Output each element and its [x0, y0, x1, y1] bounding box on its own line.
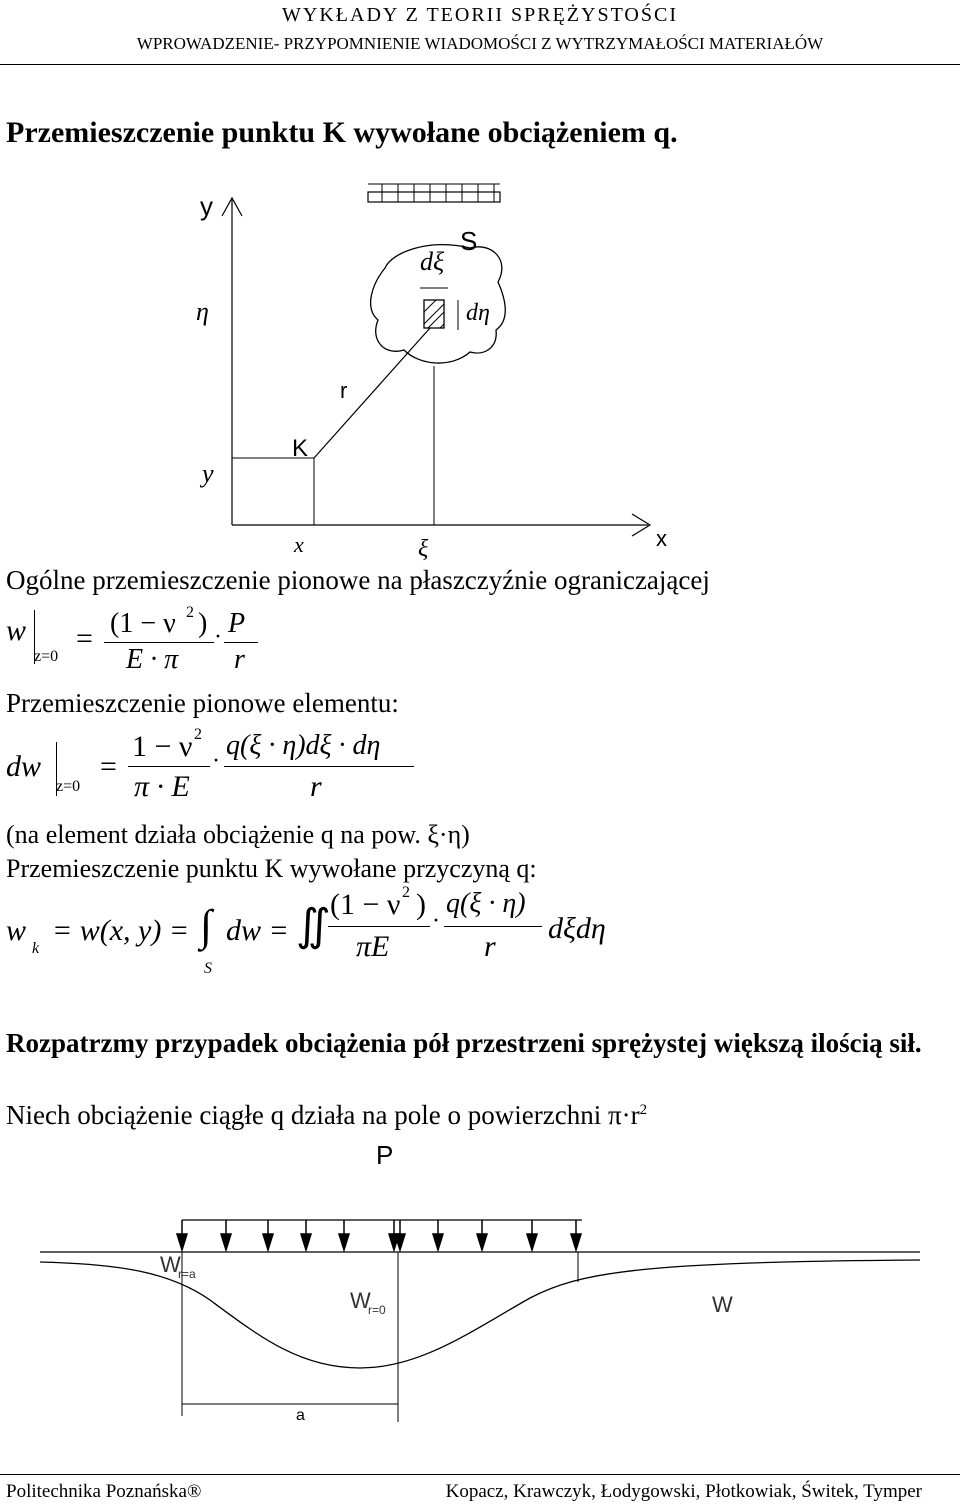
- label-w-r0: W: [350, 1288, 371, 1313]
- label-xi: ξ: [418, 536, 429, 562]
- load-box: [368, 192, 500, 202]
- f1-P: P: [228, 608, 246, 639]
- f3-eq1: = w(x, y) =: [52, 914, 190, 947]
- footer-rule: [0, 1474, 960, 1475]
- section2-heading: Rozpatrzmy przypadek obciążenia pół przestrzeni sprężystej większą ilością sił.: [6, 1028, 922, 1058]
- f2-num2: q(ξ · η)dξ · dη: [226, 730, 381, 761]
- label-y-coord: y: [202, 459, 214, 488]
- f3-r: r: [484, 930, 496, 963]
- label-K: K: [292, 435, 309, 462]
- label-P: P: [376, 1140, 394, 1170]
- f1-num: (1 − ν: [110, 608, 176, 639]
- label-x-coord: x: [294, 532, 304, 557]
- f2-r: r: [310, 770, 322, 803]
- label-eta: η: [196, 297, 209, 326]
- label-dxi: dξ: [420, 247, 445, 276]
- load-area-main: Niech obciążenie ciągłe q działa na pole o powierzchni π·r: [6, 1100, 640, 1130]
- formula-1: [0, 604, 300, 684]
- f1-r: r: [234, 644, 245, 675]
- label-deta: dη: [466, 300, 490, 326]
- f1-fracbar: [104, 642, 214, 643]
- load-area-pow: 2: [639, 1102, 648, 1118]
- f3-k: k: [32, 940, 40, 957]
- x-axis-label: x: [656, 526, 667, 551]
- footer-left: Politechnika Poznańska®: [6, 1481, 202, 1502]
- f2-fracbar: [128, 766, 210, 767]
- r-line: [314, 328, 430, 458]
- f3-num2: q(ξ · η): [446, 888, 526, 919]
- load-ticks: [382, 184, 494, 202]
- f3-pow: 2: [402, 884, 410, 901]
- load-area-text: [6, 1100, 647, 1131]
- label-a: a: [296, 1407, 305, 1424]
- distributed-load-diagram: [0, 1132, 960, 1462]
- label-W: W: [712, 1292, 733, 1317]
- f2-dw: dw: [6, 750, 42, 783]
- f3-fracbar2: [444, 926, 542, 927]
- point-load-diagram: [0, 170, 960, 570]
- series-title: WYKŁADY Z TEORII SPRĘŻYSTOŚCI: [282, 4, 678, 26]
- element-hatch: [424, 300, 444, 328]
- f2-num: 1 − ν: [132, 730, 193, 763]
- f2-den: π · E: [134, 770, 190, 803]
- label-S: S: [460, 226, 478, 256]
- f3-w: w: [6, 914, 27, 947]
- element-displacement-text: Przemieszczenie pionowe elementu:: [6, 688, 399, 718]
- label-r: r: [340, 378, 348, 403]
- label-w-r0-sub: r=0: [368, 1303, 386, 1317]
- header-rule: [0, 64, 960, 65]
- load-note-text: (na element działa obciążenie q na pow. ξ·η): [6, 820, 470, 849]
- f1-w: w: [6, 614, 27, 647]
- f2-pow: 2: [194, 726, 202, 743]
- label-w-ra-sub: r=a: [178, 1267, 196, 1281]
- f1-eq: =: [76, 622, 93, 655]
- f1-fracbar2: [224, 642, 258, 643]
- f2-sub: z=0: [56, 778, 81, 795]
- f1-num-close: ): [198, 608, 208, 639]
- f3-int2: ∬: [296, 901, 331, 950]
- f3-fracbar: [328, 926, 430, 927]
- f3-tail: dξdη: [548, 912, 606, 945]
- f2-fracbar2: [224, 766, 414, 767]
- load-arrows: [177, 1220, 581, 1250]
- f3-num: (1 − ν: [330, 888, 401, 921]
- f3-int1: ∫: [200, 901, 213, 950]
- f3-dw: dw =: [226, 914, 289, 947]
- f2-dot: ·: [212, 748, 220, 774]
- f3-dot: ·: [432, 908, 440, 934]
- header-subtitle: WPROWADZENIE- PRZYPOMNIENIE WIADOMOŚCI Z WYTRZYMAŁOŚCI MATERIAŁÓW: [136, 34, 824, 53]
- point-displacement-text: Przemieszczenie punktu K wywołane przyczyną q:: [6, 854, 537, 883]
- f1-sub: z=0: [34, 648, 59, 665]
- f3-S: S: [204, 960, 212, 977]
- f2-eq: =: [100, 750, 117, 783]
- f1-dot: ·: [214, 624, 222, 650]
- footer-right: Kopacz, Krawczyk, Łodygowski, Płotkowiak, Świtek, Tymper: [445, 1481, 922, 1502]
- section1-heading: Przemieszczenie punktu K wywołane obciążeniem q.: [6, 116, 678, 149]
- label-w-ra: W: [160, 1252, 181, 1277]
- f1-pow: 2: [186, 604, 194, 621]
- y-axis-label: y: [200, 191, 213, 221]
- f3-num-close: ): [416, 888, 426, 921]
- f3-den: πE: [356, 930, 390, 963]
- formula-2: [0, 724, 460, 814]
- formula-3: [0, 884, 640, 984]
- f1-den: E · π: [126, 644, 179, 675]
- general-displacement-text: Ogólne przemieszczenie pionowe na płaszczyźnie ograniczającej: [6, 565, 710, 595]
